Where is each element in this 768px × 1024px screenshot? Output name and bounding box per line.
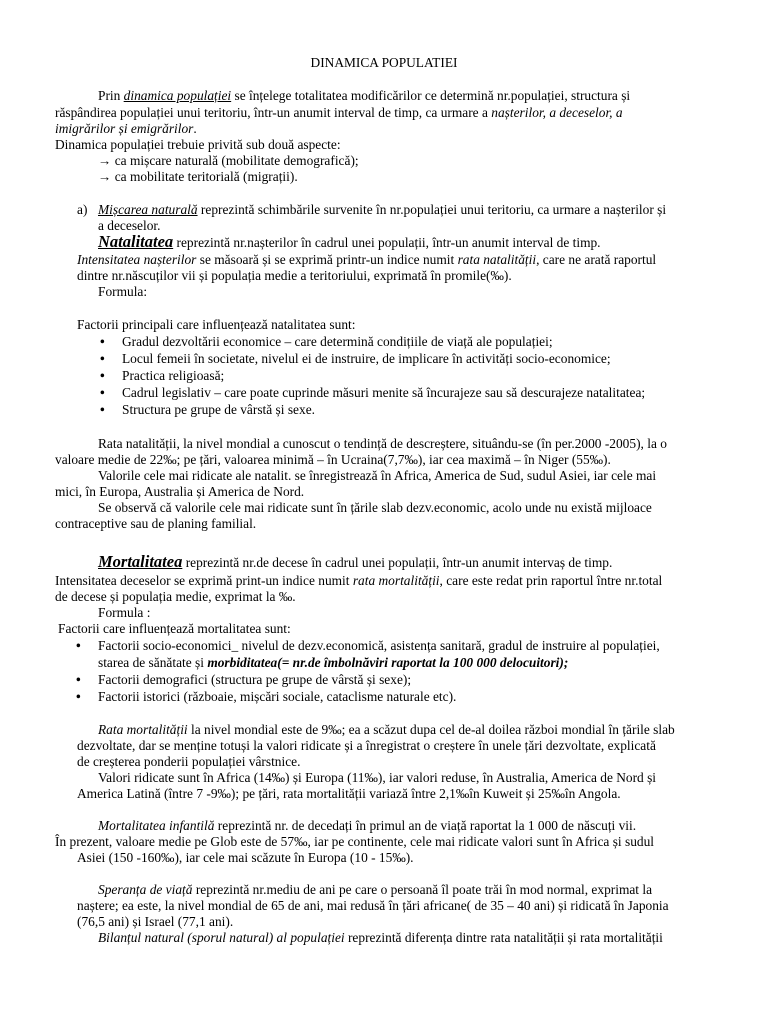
mortalitate-line-3: de decese și populația medie, exprimat la ‰. — [55, 589, 296, 604]
list-item: • Factorii istorici (războaie, mișcări sociale, cataclisme naturale etc). — [98, 689, 456, 705]
text: reprezintă diferența dintre rata natalității și rata mortalității — [344, 930, 663, 945]
infant-mortality-line-2: În prezent, valoare medie pe Glob este de 57‰, iar pe continente, cele mai ridicate valori sunt în Africa și sudul — [55, 834, 655, 849]
intro-line-2 — [55, 105, 623, 121]
natalitate-line-3: dintre nr.născuților vii și populația medie a teritoriului, exprimată în promile(‰). — [77, 268, 512, 283]
intro-line-4: Dinamica populației trebuie privită sub două aspecte: — [55, 137, 341, 152]
life-expectancy-line-2: naștere; ea este, la nivel mondial de 65 de ani, mai redusă în țări africane( de 35 – 40 ani) și ridicată în Japonia — [77, 898, 669, 913]
mortalitate-line-1 — [98, 554, 612, 571]
text: reprezintă nr.mediu de ani pe care o persoană îl poate trăi în mod normal, exprimat la — [192, 882, 653, 897]
natalitate-line-1 — [98, 234, 601, 251]
natalitate-factors-title: Factorii principali care influențează natalitatea sunt: — [77, 317, 356, 332]
natalitate-formula: Formula: — [98, 284, 148, 299]
text: reprezintă nr. de decedați în primul an de viață raportat la 1 000 de născuți vii. — [214, 818, 637, 833]
mortalitate-factor-1-line-2 — [98, 655, 568, 671]
text: , care este redat prin raportul între nr.total — [439, 573, 663, 588]
text-italic: rata mortalității — [352, 573, 440, 588]
text: starea de sănătate și — [98, 655, 208, 670]
natalitate-p3-line-2: contraceptive sau de planing familial. — [55, 516, 257, 531]
section-a-line-1 — [98, 202, 666, 218]
text: reprezintă schimbările survenite în nr.populației unui teritoriu, ca urmare a nașterilor și — [197, 202, 667, 217]
text: reprezintă nr.nașterilor în cadrul unei populații, într-un anumit interval de timp. — [173, 235, 601, 250]
mortalitate-values-line-2: America Latină (între 7 -9‰); pe țări, rata mortalității variază între 2,1‰în Kuweit și 25‰în Angola. — [77, 786, 621, 801]
text-italic: nașterilor, a deceselor, a — [491, 105, 623, 120]
intro-line-3 — [55, 121, 197, 137]
text-italic: rata natalității — [457, 252, 537, 267]
life-expectancy-line-1 — [98, 882, 652, 898]
natalitate-p1-line-1: Rata natalității, la nivel mondial a cunoscut o tendință de descreștere, situându-se (în per.2000 -2005), la o — [98, 436, 667, 451]
text: . — [193, 121, 197, 136]
mortalitate-rate-line-2: dezvoltate, dar se menține totuși la valori ridicate și a înregistrat o creștere în unele țări dezvoltate, explicată — [77, 738, 656, 753]
list-item: • Gradul dezvoltării economice – care determină condițiile de viață ale populației; — [122, 334, 553, 350]
term-miscare-naturala: Mișcarea naturală — [98, 202, 198, 217]
term-mortalitatea: Mortalitatea — [98, 552, 183, 571]
text-italic: Mortalitatea infantilă — [98, 818, 215, 833]
list-item: • Structura pe grupe de vârstă și sexe. — [122, 402, 315, 418]
text: Intensitatea deceselor se exprimă print-un indice numit — [55, 573, 353, 588]
infant-mortality-line-3: Asiei (150 -160‰), iar cele mai scăzute în Europa (10 - 15‰). — [77, 850, 414, 865]
text: se înțelege totalitatea modificărilor ce determină nr.populației, structura și — [231, 88, 631, 103]
natalitate-p2-line-2: mici, în Europa, Australia și America de Nord. — [55, 484, 305, 499]
mortalitate-rate-line-1 — [98, 722, 675, 738]
list-item: • Practica religioasă; — [122, 368, 224, 384]
mortalitate-values-line-1: Valori ridicate sunt în Africa (14‰) și Europa (11‰), iar valori reduse, în Australia, America de Nord și — [98, 770, 657, 785]
natalitate-p1-line-2: valoare medie de 22‰; pe țări, valoarea minimă – în Ucraina(7,7‰), iar cea maximă – în Niger (55‰). — [55, 452, 611, 467]
natalitate-p2-line-1: Valorile cele mai ridicate ale natalit. se înregistrează în Africa, America de Sud, sudul Asiei, iar cele mai — [98, 468, 657, 483]
text-italic: Bilanțul natural (sporul natural) al populației — [98, 930, 345, 945]
text-italic: Rata mortalității — [98, 722, 188, 737]
list-item: • Cadrul legislativ – care poate cuprinde măsuri menite să încurajeze sau să descurajeze natalitatea; — [122, 385, 645, 401]
mortalitate-formula: Formula : — [98, 605, 151, 620]
natalitate-line-2 — [77, 252, 656, 268]
natural-balance-line-1 — [98, 930, 663, 946]
intro-line-5: → ca mișcare naturală (mobilitate demografică); — [98, 153, 359, 168]
intro-line-6: → ca mobilitate teritorială (migrații). — [98, 169, 298, 184]
list-item: • Locul femeii în societate, nivelul ei de instruire, de implicare în activități socio-economice; — [122, 351, 611, 367]
text-italic: Intensitatea nașterilor — [77, 252, 197, 267]
mortalitate-line-2 — [55, 573, 662, 589]
text-italic: Speranța de viață — [98, 882, 193, 897]
section-a-marker: a) — [77, 202, 88, 217]
section-a-line-2: a deceselor. — [98, 218, 161, 233]
life-expectancy-line-3: (76,5 ani) și Israel (77,1 ani). — [77, 914, 234, 929]
text: răspândirea populației unui teritoriu, într-un anumit interval de timp, ca urmare a — [55, 105, 492, 120]
term-dinamica: dinamica populației — [123, 88, 232, 103]
text: reprezintă nr.de decese în cadrul unei populații, într-un anumit intervaș de timp. — [182, 555, 613, 570]
text-bold-italic: morbiditatea(= nr.de îmbolnăviri raportat la 100 000 delocuitori); — [207, 655, 569, 670]
term-natalitatea: Natalitatea — [98, 232, 174, 251]
text: , care ne arată raportul — [536, 252, 657, 267]
list-item: • Factorii socio-economici_ nivelul de dezv.economică, asistența sanitară, gradul de instruire al populației, — [98, 638, 660, 654]
mortalitate-rate-line-3: de creșterea ponderii populației vârstnice. — [77, 754, 301, 769]
text: Prin — [98, 88, 124, 103]
infant-mortality-line-1 — [98, 818, 636, 834]
text: se măsoară și se exprimă printr-un indice numit — [196, 252, 458, 267]
mortalitate-factors-title: Factorii care influențează mortalitatea sunt: — [58, 621, 291, 636]
text-italic: imigrărilor și emigrărilor — [55, 121, 194, 136]
text: la nivel mondial este de 9‰; ea a scăzut dupa cel de-al doilea război mondial în țările slab — [187, 722, 675, 737]
intro-line-1 — [98, 88, 630, 104]
list-item: • Factorii demografici (structura pe grupe de vârstă și sexe); — [98, 672, 411, 688]
page-title: DINAMICA POPULATIEI — [310, 55, 458, 70]
natalitate-p3-line-1: Se observă că valorile cele mai ridicate sunt în țările slab dezv.economic, acolo unde nu există mijloace — [98, 500, 652, 515]
